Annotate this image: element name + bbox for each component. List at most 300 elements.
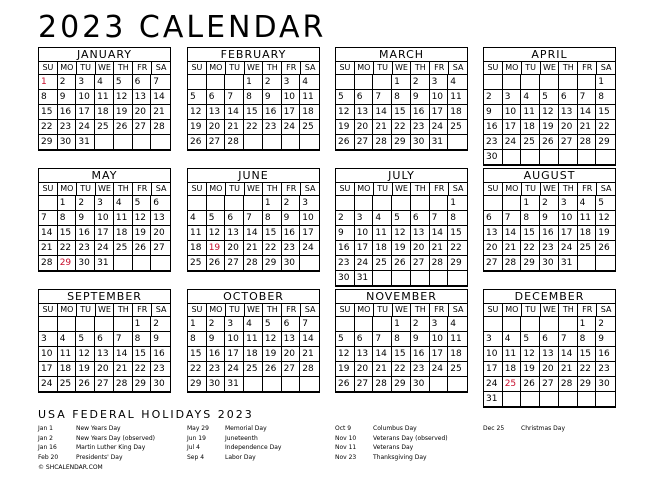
day-cell: 15 <box>392 105 411 120</box>
day-cell: 14 <box>373 105 392 120</box>
day-cell: 10 <box>282 90 301 105</box>
day-cell: 8 <box>448 211 467 226</box>
day-cell: 30 <box>76 256 95 271</box>
month-name: JUNE <box>188 169 319 183</box>
day-cell <box>578 150 597 165</box>
day-cell: 6 <box>540 332 559 347</box>
day-cell: 10 <box>76 90 95 105</box>
day-cell <box>503 150 522 165</box>
day-cell: 3 <box>355 211 374 226</box>
day-cell <box>559 150 578 165</box>
day-cell: 9 <box>484 105 503 120</box>
day-cell <box>596 392 615 407</box>
day-cell: 14 <box>559 347 578 362</box>
day-cell: 6 <box>225 211 244 226</box>
weekday-label: FR <box>282 62 301 74</box>
day-cell: 19 <box>188 120 207 135</box>
day-cell <box>521 150 540 165</box>
day-cell: 22 <box>448 241 467 256</box>
month-name: DECEMBER <box>484 290 615 304</box>
day-cell: 22 <box>244 120 263 135</box>
day-cell: 4 <box>95 75 114 90</box>
day-cell: 5 <box>392 211 411 226</box>
day-cell: 29 <box>133 377 152 392</box>
holiday-date: Nov 10 <box>335 434 357 442</box>
day-cell: 22 <box>133 362 152 377</box>
day-cell: 17 <box>503 120 522 135</box>
day-cell: 29 <box>188 377 207 392</box>
day-cell: 22 <box>58 241 77 256</box>
day-cell: 21 <box>578 120 597 135</box>
day-cell: 27 <box>540 377 559 392</box>
day-cell: 12 <box>596 211 615 226</box>
day-cell: 28 <box>503 256 522 271</box>
holiday-date: May 29 <box>187 425 209 432</box>
weekday-header <box>336 183 467 196</box>
weekday-label: FR <box>430 304 449 316</box>
day-cell: 25 <box>448 120 467 135</box>
day-cell: 5 <box>207 211 226 226</box>
holiday-name: Independence Day <box>225 444 282 451</box>
day-cell <box>503 196 522 211</box>
day-cell: 3 <box>76 75 95 90</box>
month-august <box>483 168 616 272</box>
day-cell: 26 <box>521 377 540 392</box>
day-cell: 20 <box>355 120 374 135</box>
day-cell: 12 <box>392 226 411 241</box>
day-grid <box>336 317 467 392</box>
day-cell: 28 <box>114 377 133 392</box>
day-grid <box>484 196 615 271</box>
holiday-date: Nov 23 <box>335 453 357 461</box>
weekday-label: WE <box>96 304 115 316</box>
day-cell: 16 <box>263 105 282 120</box>
day-cell <box>596 256 615 271</box>
day-cell: 12 <box>336 347 355 362</box>
day-cell: 8 <box>58 211 77 226</box>
day-cell: 17 <box>430 347 449 362</box>
day-cell: 3 <box>484 332 503 347</box>
weekday-label: SU <box>336 304 355 316</box>
day-cell: 18 <box>300 105 319 120</box>
day-cell: 9 <box>336 226 355 241</box>
holiday-row <box>38 443 155 453</box>
holiday-name: Presidents' Day <box>76 453 123 461</box>
day-cell: 6 <box>282 317 301 332</box>
day-cell: 28 <box>373 377 392 392</box>
day-cell: 10 <box>430 90 449 105</box>
holiday-name: Memorial Day <box>225 425 267 432</box>
day-cell: 7 <box>373 332 392 347</box>
day-cell <box>540 392 559 407</box>
day-cell: 6 <box>207 90 226 105</box>
month-april <box>483 47 616 166</box>
holiday-name: Labor Day <box>225 453 256 461</box>
day-cell: 7 <box>244 211 263 226</box>
holiday-name: Thanksgiving Day <box>373 453 427 461</box>
day-cell: 15 <box>448 226 467 241</box>
day-cell: 2 <box>207 317 226 332</box>
day-cell: 11 <box>373 226 392 241</box>
day-cell: 16 <box>411 105 430 120</box>
day-cell: 18 <box>95 105 114 120</box>
day-cell: 3 <box>503 90 522 105</box>
holiday-row <box>187 434 281 444</box>
day-cell: 2 <box>596 317 615 332</box>
day-cell: 10 <box>225 332 244 347</box>
day-cell: 30 <box>151 377 170 392</box>
day-cell: 13 <box>559 105 578 120</box>
day-cell: 23 <box>76 241 95 256</box>
day-cell <box>559 75 578 90</box>
day-cell: 7 <box>373 90 392 105</box>
day-cell: 19 <box>521 362 540 377</box>
day-cell: 28 <box>244 256 263 271</box>
day-cell <box>503 317 522 332</box>
day-cell: 21 <box>430 241 449 256</box>
day-cell: 12 <box>188 105 207 120</box>
day-cell: 28 <box>430 256 449 271</box>
day-cell: 6 <box>95 332 114 347</box>
day-cell: 5 <box>521 332 540 347</box>
day-cell: 13 <box>355 105 374 120</box>
day-cell: 14 <box>373 347 392 362</box>
day-cell: 4 <box>503 332 522 347</box>
holiday-column <box>483 424 565 434</box>
day-cell: 1 <box>133 317 152 332</box>
weekday-header <box>39 183 170 196</box>
weekday-label: TH <box>263 304 282 316</box>
holiday-name: Columbus Day <box>373 425 417 432</box>
day-cell: 18 <box>114 226 133 241</box>
day-cell: 14 <box>503 226 522 241</box>
day-cell: 2 <box>58 75 77 90</box>
day-cell: 24 <box>300 241 319 256</box>
weekday-label: WE <box>393 62 412 74</box>
day-cell: 27 <box>207 135 226 150</box>
day-cell <box>411 271 430 286</box>
day-cell: 31 <box>225 377 244 392</box>
day-cell: 24 <box>430 362 449 377</box>
day-cell <box>430 196 449 211</box>
day-cell: 27 <box>225 256 244 271</box>
day-cell: 1 <box>39 75 58 90</box>
weekday-label: SU <box>39 183 58 195</box>
day-cell: 19 <box>133 226 152 241</box>
day-cell <box>484 196 503 211</box>
day-cell: 20 <box>151 226 170 241</box>
day-cell: 6 <box>559 90 578 105</box>
weekday-label: WE <box>245 62 264 74</box>
month-name: JULY <box>336 169 467 183</box>
day-cell <box>114 317 133 332</box>
month-name: JANUARY <box>39 48 170 62</box>
weekday-label: FR <box>282 304 301 316</box>
day-cell: 2 <box>484 90 503 105</box>
weekday-label: TU <box>226 183 245 195</box>
day-cell: 23 <box>411 362 430 377</box>
holiday-date: Sep 4 <box>187 453 205 461</box>
day-cell: 16 <box>484 120 503 135</box>
weekday-label: SA <box>452 305 464 314</box>
holiday-row <box>483 424 565 434</box>
holiday-name: New Years Day <box>76 425 121 432</box>
day-cell: 24 <box>76 120 95 135</box>
day-cell: 26 <box>336 377 355 392</box>
day-cell: 6 <box>355 332 374 347</box>
day-cell: 19 <box>76 362 95 377</box>
day-cell: 4 <box>521 90 540 105</box>
day-cell <box>300 256 319 271</box>
day-cell: 10 <box>503 105 522 120</box>
day-cell: 4 <box>244 317 263 332</box>
day-cell: 11 <box>578 211 597 226</box>
day-cell <box>300 377 319 392</box>
day-cell: 24 <box>39 377 58 392</box>
day-cell: 12 <box>263 332 282 347</box>
day-cell <box>336 317 355 332</box>
day-cell: 17 <box>355 241 374 256</box>
day-cell: 29 <box>392 135 411 150</box>
month-june <box>187 168 320 272</box>
day-cell: 31 <box>76 135 95 150</box>
day-cell <box>484 75 503 90</box>
day-cell: 27 <box>133 120 152 135</box>
day-cell <box>448 135 467 150</box>
day-cell <box>430 377 449 392</box>
holiday-name: Martin Luther King Day <box>76 444 146 451</box>
day-cell: 16 <box>151 347 170 362</box>
day-cell: 17 <box>282 105 301 120</box>
day-cell: 3 <box>559 196 578 211</box>
day-cell: 3 <box>225 317 244 332</box>
day-cell <box>58 317 77 332</box>
day-cell: 20 <box>133 105 152 120</box>
day-cell: 7 <box>151 75 170 90</box>
day-cell: 1 <box>578 317 597 332</box>
holiday-date: Jan 2 <box>38 434 53 442</box>
weekday-label: TH <box>411 183 430 195</box>
weekday-label: MO <box>503 62 522 74</box>
day-cell: 25 <box>244 362 263 377</box>
month-september <box>38 289 171 393</box>
day-cell: 4 <box>373 211 392 226</box>
holiday-column <box>187 424 281 462</box>
day-cell <box>430 271 449 286</box>
day-cell <box>244 377 263 392</box>
day-cell: 30 <box>207 377 226 392</box>
weekday-label: WE <box>96 183 115 195</box>
day-cell: 29 <box>578 377 597 392</box>
day-cell: 13 <box>540 347 559 362</box>
day-cell: 27 <box>559 135 578 150</box>
day-cell: 2 <box>411 75 430 90</box>
weekday-label: MO <box>207 183 226 195</box>
day-cell: 17 <box>430 105 449 120</box>
day-cell: 11 <box>521 105 540 120</box>
day-cell: 17 <box>95 226 114 241</box>
day-cell: 5 <box>540 90 559 105</box>
month-name: NOVEMBER <box>336 290 467 304</box>
day-cell: 30 <box>336 271 355 286</box>
day-cell: 1 <box>392 75 411 90</box>
day-cell: 9 <box>411 332 430 347</box>
day-cell: 16 <box>596 347 615 362</box>
day-cell: 26 <box>133 241 152 256</box>
weekday-label: WE <box>96 62 115 74</box>
weekday-label: MO <box>58 62 77 74</box>
day-cell: 3 <box>282 75 301 90</box>
day-cell: 28 <box>578 135 597 150</box>
weekday-label: WE <box>541 183 560 195</box>
day-cell: 9 <box>58 90 77 105</box>
day-cell: 10 <box>355 226 374 241</box>
day-cell: 20 <box>540 362 559 377</box>
weekday-label: TH <box>114 183 133 195</box>
day-cell: 10 <box>484 347 503 362</box>
day-cell: 10 <box>39 347 58 362</box>
day-cell: 19 <box>392 241 411 256</box>
day-grid <box>188 196 319 271</box>
day-cell: 25 <box>58 377 77 392</box>
weekday-label: TU <box>374 62 393 74</box>
day-cell: 19 <box>596 226 615 241</box>
weekday-label: TU <box>522 183 541 195</box>
holiday-name: Veterans Day (observed) <box>373 434 448 442</box>
month-name: OCTOBER <box>188 290 319 304</box>
day-cell: 20 <box>355 362 374 377</box>
weekday-label: TU <box>522 62 541 74</box>
day-cell: 11 <box>503 347 522 362</box>
day-cell: 9 <box>207 332 226 347</box>
weekday-header <box>484 62 615 75</box>
day-cell <box>355 196 374 211</box>
day-cell <box>282 135 301 150</box>
weekday-header <box>484 304 615 317</box>
day-cell: 22 <box>39 120 58 135</box>
day-cell: 2 <box>282 196 301 211</box>
weekday-header <box>39 304 170 317</box>
day-cell: 8 <box>133 332 152 347</box>
day-cell: 1 <box>263 196 282 211</box>
weekday-label: TU <box>522 304 541 316</box>
day-cell: 19 <box>336 362 355 377</box>
weekday-label: WE <box>393 183 412 195</box>
weekday-label: SU <box>39 304 58 316</box>
day-cell: 24 <box>355 256 374 271</box>
day-cell <box>540 150 559 165</box>
day-cell: 16 <box>207 347 226 362</box>
day-cell: 29 <box>448 256 467 271</box>
day-cell: 15 <box>596 105 615 120</box>
day-cell: 25 <box>503 377 522 392</box>
day-cell: 1 <box>596 75 615 90</box>
day-cell: 21 <box>244 241 263 256</box>
day-cell: 17 <box>76 105 95 120</box>
day-cell: 11 <box>448 332 467 347</box>
day-cell: 18 <box>188 241 207 256</box>
day-grid <box>336 75 467 150</box>
day-cell: 10 <box>95 211 114 226</box>
day-cell: 20 <box>411 241 430 256</box>
day-cell: 31 <box>559 256 578 271</box>
weekday-header <box>336 62 467 75</box>
day-cell: 14 <box>300 332 319 347</box>
day-cell <box>244 196 263 211</box>
weekday-label: TU <box>77 183 96 195</box>
weekday-label: SA <box>304 184 316 193</box>
day-cell: 8 <box>244 90 263 105</box>
day-cell: 27 <box>355 135 374 150</box>
day-cell <box>39 317 58 332</box>
day-cell: 24 <box>430 120 449 135</box>
day-cell: 23 <box>151 362 170 377</box>
day-cell: 17 <box>225 347 244 362</box>
day-cell: 12 <box>521 347 540 362</box>
day-cell: 7 <box>578 90 597 105</box>
weekday-label: FR <box>133 304 152 316</box>
day-cell: 24 <box>503 135 522 150</box>
day-cell: 7 <box>225 90 244 105</box>
day-cell: 7 <box>559 332 578 347</box>
day-cell: 22 <box>188 362 207 377</box>
day-cell: 13 <box>411 226 430 241</box>
day-cell: 19 <box>540 120 559 135</box>
day-cell: 5 <box>263 317 282 332</box>
month-november <box>335 289 468 393</box>
day-cell: 17 <box>559 226 578 241</box>
day-cell: 6 <box>411 211 430 226</box>
day-cell: 1 <box>58 196 77 211</box>
day-cell: 11 <box>58 347 77 362</box>
day-cell: 30 <box>58 135 77 150</box>
day-cell: 21 <box>503 241 522 256</box>
month-name: AUGUST <box>484 169 615 183</box>
day-cell: 20 <box>95 362 114 377</box>
day-cell: 19 <box>114 105 133 120</box>
day-cell: 14 <box>151 90 170 105</box>
day-cell: 4 <box>114 196 133 211</box>
day-cell: 19 <box>207 241 226 256</box>
day-cell: 8 <box>263 211 282 226</box>
day-cell: 12 <box>76 347 95 362</box>
day-cell: 11 <box>300 90 319 105</box>
weekday-label: FR <box>430 183 449 195</box>
weekday-label: SU <box>39 62 58 74</box>
day-cell: 27 <box>95 377 114 392</box>
day-cell: 22 <box>263 241 282 256</box>
day-cell: 24 <box>559 241 578 256</box>
weekday-label: SA <box>452 184 464 193</box>
day-cell: 11 <box>448 90 467 105</box>
day-cell: 6 <box>133 75 152 90</box>
day-grid <box>188 75 319 150</box>
day-cell: 10 <box>559 211 578 226</box>
day-cell: 23 <box>411 120 430 135</box>
day-grid <box>39 196 170 271</box>
day-cell: 16 <box>76 226 95 241</box>
weekday-label: FR <box>578 304 597 316</box>
weekday-label: TH <box>559 62 578 74</box>
day-cell <box>521 317 540 332</box>
day-cell: 22 <box>596 120 615 135</box>
weekday-label: SA <box>304 63 316 72</box>
weekday-label: TU <box>226 62 245 74</box>
day-cell: 5 <box>114 75 133 90</box>
day-grid <box>484 317 615 407</box>
day-cell: 19 <box>336 120 355 135</box>
day-cell: 21 <box>114 362 133 377</box>
